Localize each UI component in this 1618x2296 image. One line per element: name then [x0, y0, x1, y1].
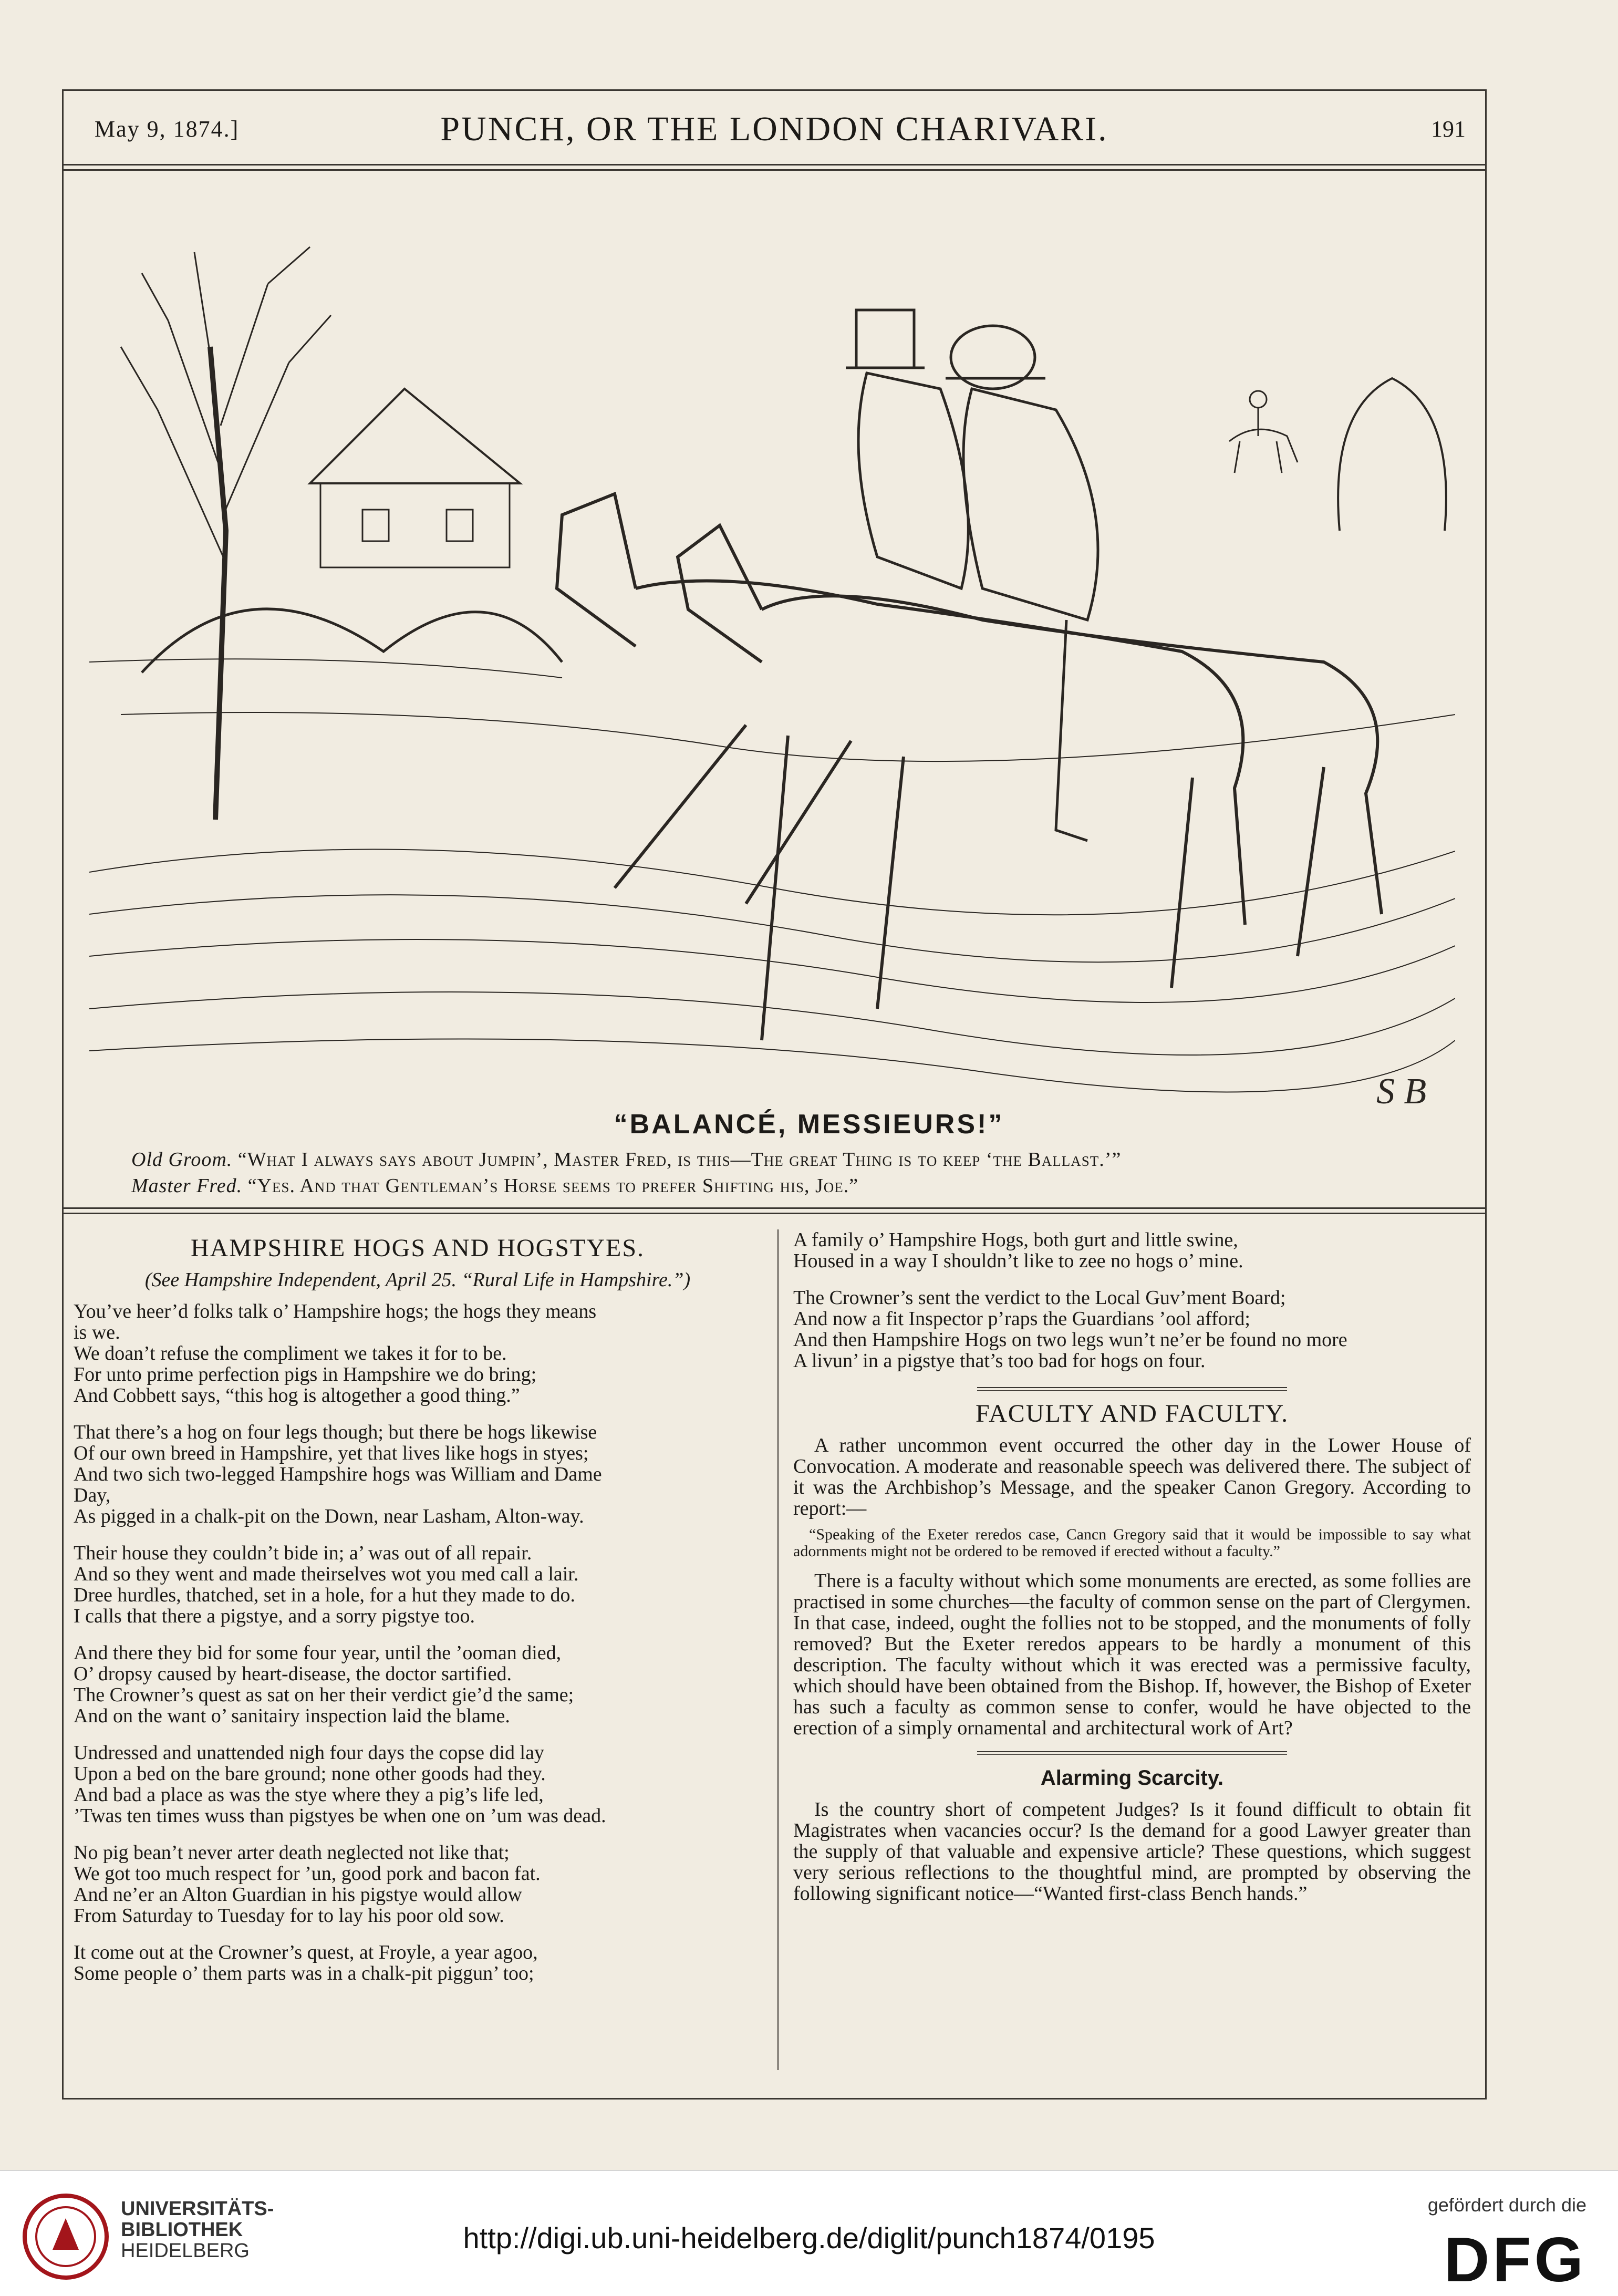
source-url-link[interactable]: http://digi.ub.uni-heidelberg.de/diglit/punch1874/0195 [463, 2221, 1155, 2254]
poem-line: From Saturday to Tuesday for to lay his poor old sow. [74, 1905, 504, 1926]
distant-rider [1229, 391, 1298, 473]
header-rule-thin [62, 169, 1487, 171]
right-column [793, 1229, 1471, 1911]
poem-line: And Cobbett says, “this hog is altogether a good thing.” [74, 1385, 520, 1406]
hogs-stanza [74, 1422, 762, 1527]
header-rule [62, 164, 1487, 166]
poem-line: Day, [74, 1485, 111, 1506]
poem-line: A family o’ Hampshire Hogs, both gurt and little swine, [793, 1229, 1238, 1250]
poem-line: Upon a bed on the bare ground; none other goods had they. [74, 1763, 546, 1784]
hogs-stanza [74, 1842, 762, 1926]
university-name-line3: HEIDELBERG [121, 2240, 250, 2262]
poem-line: Some people o’ them parts was in a chalk-pit piggun’ too; [74, 1963, 534, 1984]
page-number: 191 [1431, 116, 1466, 142]
cartoon-illustration [89, 189, 1455, 1109]
hogs-title: HAMPSHIRE HOGS AND HOGSTYES. [190, 1234, 645, 1262]
poem-line: Dree hurdles, thatched, set in a hole, for a hut they made to do. [74, 1585, 575, 1606]
caption-speaker-groom: Old Groom. [131, 1149, 233, 1171]
poem-line: And so they went and made theirselves wot you med call a lair. [74, 1564, 579, 1585]
poem-line: We got too much respect for ’un, good pork and bacon fat. [74, 1863, 541, 1884]
faculty-para-2: There is a faculty without which some monuments are erected, as some follies are practised in some churches—the faculty of common sense on the part of Clergymen. In that case, indeed, ought the follies not to be stopped, and the monuments of folly removed? But the Exeter reredos appears to be hardly a monument of this description. The faculty without which it was erected was a permissive faculty, which should have been obtained from the Bishop. If, however, the Bishop of Exeter has such a faculty as common sense to confer, would he have objected to the erection of a simply ornamental and architectural work of Art? [793, 1570, 1471, 1739]
faculty-para-1: A rather uncommon event occurred the other day in the Lower House of Convocation. A moderate and reasonable speech was delivered there. The subject of it was the Archbishop’s Message, and the speaker Canon Gregory. According to report:— [793, 1434, 1471, 1519]
poem-line: O’ dropsy caused by heart-disease, the doctor sartified. [74, 1663, 512, 1684]
poem-line: Undressed and unattended nigh four days the copse did lay [74, 1742, 544, 1763]
poem-line: And then Hampshire Hogs on two legs wun’t ne’er be found no more [793, 1329, 1347, 1350]
university-name-line1: UNIVERSITÄTS- [121, 2198, 274, 2220]
column-divider [777, 1229, 779, 2070]
poem-line: And ne’er an Alton Guardian in his pigstye would allow [74, 1884, 522, 1905]
caption-line-groom [131, 1148, 1121, 1171]
caption-text-fred: “Yes. And that Gentleman’s Horse seems to prefer Shifting his, Joe.” [247, 1175, 859, 1197]
caption-rule-thin [62, 1213, 1487, 1214]
faculty-quote: “Speaking of the Exeter reredos case, Cancn Gregory said that it would be impossible to say what adornments might not be ordered to be removed if erected without a faculty.” [793, 1526, 1471, 1560]
hogs-stanza [74, 1543, 762, 1627]
page-header [62, 89, 1487, 163]
poem-line: And two sich two-legged Hampshire hogs was William and Dame [74, 1464, 602, 1485]
hogs-poem [74, 1301, 762, 1984]
hogs-continued-stanza [793, 1287, 1471, 1371]
poem-line: You’ve heer’d folks talk o’ Hampshire hogs; the hogs they means [74, 1301, 597, 1322]
artist-signature: S B [1376, 1071, 1427, 1109]
caption-line-fred [131, 1174, 858, 1197]
cartoon-title: “BALANCÉ, MESSIEURS!” [614, 1109, 1004, 1140]
hogs-stanza [74, 1642, 762, 1726]
left-column [74, 1229, 762, 2000]
poem-line: And bad a place as was the stye where they a pig’s life led, [74, 1784, 544, 1805]
poem-line: The Crowner’s sent the verdict to the Local Guv’ment Board; [793, 1287, 1286, 1308]
funding-note: gefördert durch die [1427, 2194, 1586, 2216]
poem-line: We doan’t refuse the compliment we takes it for to be. [74, 1343, 507, 1364]
cottage [310, 389, 520, 567]
hogs-poem-continued [793, 1229, 1471, 1371]
hogs-stanza [74, 1942, 762, 1984]
alarming-title: Alarming Scarcity. [1040, 1766, 1224, 1790]
hogs-stanza [74, 1742, 762, 1826]
poem-line: Their house they couldn’t bide in; a’ was out of all repair. [74, 1543, 532, 1564]
section-rule [977, 1751, 1287, 1755]
poem-line: And on the want o’ sanitairy inspection laid the blame. [74, 1705, 510, 1726]
caption-speaker-fred: Master Fred. [131, 1175, 243, 1197]
hogs-subtitle: (See Hampshire Independent, April 25. “Rural Life in Hampshire.”) [144, 1269, 691, 1291]
bush [1338, 378, 1446, 531]
footer-bar [0, 2170, 1618, 2296]
university-name-line2: BIBLIOTHEK [121, 2219, 243, 2241]
poem-line: Housed in a way I shouldn’t like to zee no hogs o’ mine. [793, 1250, 1243, 1271]
poem-line: As pigged in a chalk-pit on the Down, near Lasham, Alton-way. [74, 1506, 584, 1527]
poem-line: For unto prime perfection pigs in Hampshire we do bring; [74, 1364, 537, 1385]
caption-text-groom: “What I always says about Jumpin’, Master Fred, is this—The great Thing is to keep ‘the Ballast.’” [237, 1149, 1122, 1171]
poem-line: The Crowner’s quest as sat on her their verdict gie’d the same; [74, 1684, 574, 1705]
horses [557, 494, 1382, 1040]
ground-hatching [89, 659, 1455, 1092]
alarming-para: Is the country short of competent Judges? Is it found difficult to obtain fit Magistrates when vacancies occur? Is the demand for a good Lawyer greater than the supply of that valuable and expensive article? These questions, which suggest very serious reflections to the thoughtful mind, are prompted by observing the following significant notice—“Wanted first-class Bench hands.” [793, 1798, 1471, 1905]
magazine-title: PUNCH, OR THE LONDON CHARIVARI. [440, 110, 1108, 148]
issue-date: May 9, 1874.] [95, 116, 240, 142]
hogs-stanza [74, 1301, 762, 1406]
poem-line: is we. [74, 1322, 120, 1343]
caption-rule [62, 1207, 1487, 1209]
faculty-title: FACULTY AND FACULTY. [975, 1400, 1289, 1428]
hedge [142, 609, 562, 673]
poem-line: And now a fit Inspector p’raps the Guardians ’ool afford; [793, 1308, 1250, 1329]
poem-line: I calls that there a pigstye, and a sorry pigstye too. [74, 1606, 475, 1627]
poem-line: Of our own breed in Hampshire, yet that lives like hogs in styes; [74, 1443, 589, 1464]
poem-line: A livun’ in a pigstye that’s too bad for hogs on four. [793, 1350, 1206, 1371]
section-rule [977, 1387, 1287, 1391]
hogs-continued-stanza [793, 1229, 1471, 1271]
poem-line: ’Twas ten times wuss than pigstyes be when one on ’um was dead. [74, 1805, 606, 1826]
poem-line: No pig bean’t never arter death neglected not like that; [74, 1842, 510, 1863]
poem-line: That there’s a hog on four legs though; but there be hogs likewise [74, 1422, 597, 1443]
dfg-logo: DFG [1444, 2225, 1586, 2295]
poem-line: And there they bid for some four year, until the ’ooman died, [74, 1642, 562, 1663]
poem-line: It come out at the Crowner’s quest, at Froyle, a year agoo, [74, 1942, 538, 1963]
tree [121, 247, 331, 820]
